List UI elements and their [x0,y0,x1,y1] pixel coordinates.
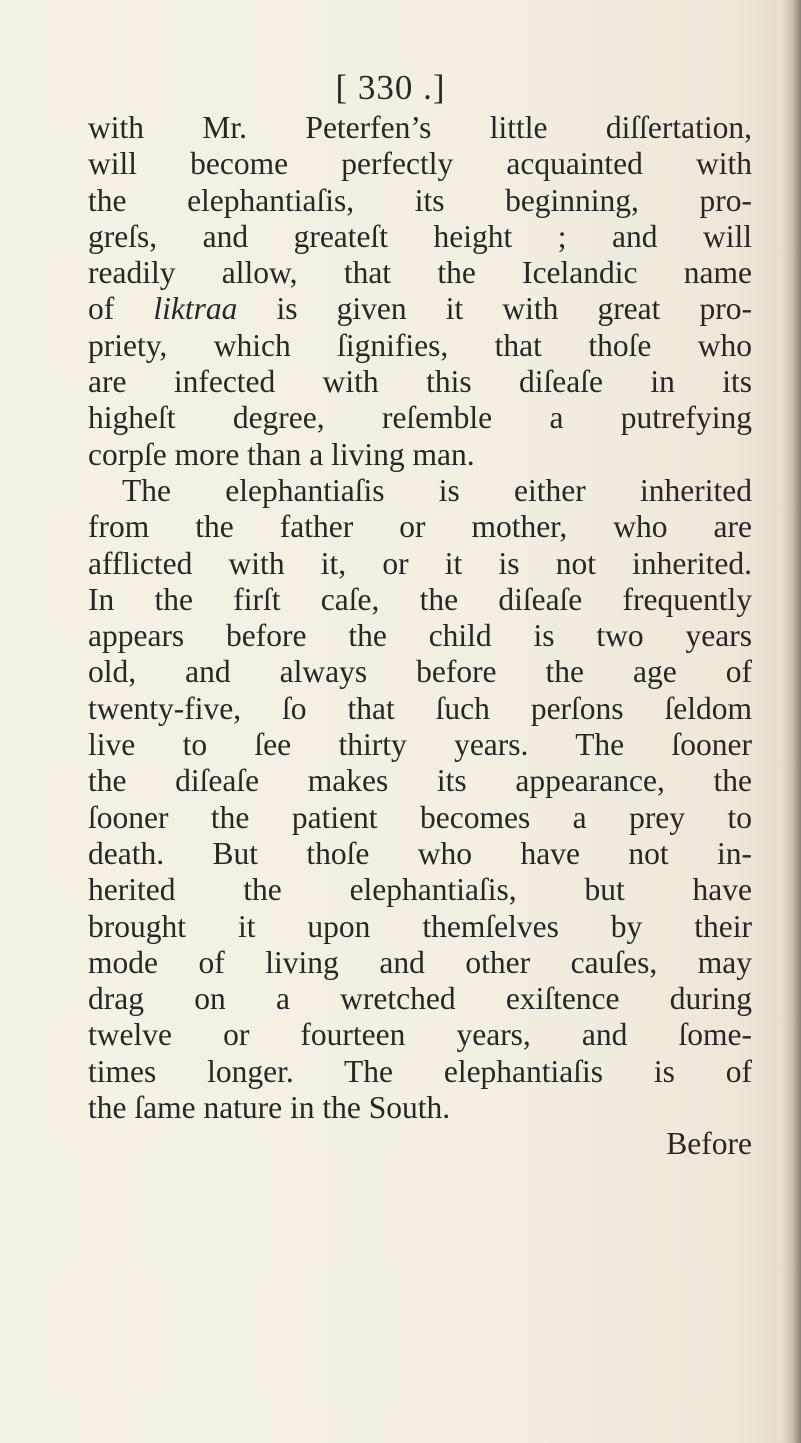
paragraph-start-line: The elephantiaſis is either inherited [122,472,752,508]
text-line: appears before the child is two years [88,618,752,654]
text-line: live to ſee thirty years. The ſooner [88,727,752,763]
text-line: with Mr. Peterfen’s little diſſertation, [88,110,752,145]
text-line: from the father or mother, who are [88,509,752,545]
text-line: ſooner the patient becomes a prey to [88,799,752,835]
page-edge-shadow [783,0,801,1443]
text-line: greſs, and greateſt height ; and will [88,218,752,254]
text-line: the ſame nature in the South. [88,1090,451,1126]
text-line: afflicted with it, or it is not inherited. [88,545,752,581]
catchword: Before [666,1126,752,1162]
text-line-start: of [88,291,154,327]
text-line: old, and always before the age of [88,654,752,690]
body-text [88,110,752,1163]
text-line: the diſeaſe makes its appearance, the [88,763,752,799]
text-line: herited the elephantiaſis, but have [88,872,752,908]
text-line: are infected with this diſeaſe in its [88,364,752,400]
text-line: will become perfectly acquainted with [88,146,752,182]
text-line: drag on a wretched exiſtence during [88,981,752,1017]
text-line: death. But thoſe who have not in- [88,835,752,871]
text-line: twelve or fourteen years, and ſome- [88,1017,752,1053]
text-line [88,291,752,327]
text-line: times longer. The elephantiaſis is of [88,1053,752,1089]
text-line: In the firſt caſe, the diſeaſe frequently [88,581,752,617]
italic-term: liktraa [153,291,238,327]
text-line: readily allow, that the Icelandic name [88,255,752,291]
text-line: twenty-five, ſo that ſuch perſons ſeldom [88,690,752,726]
text-line: higheſt degree, reſemble a putrefying [88,400,752,436]
text-line: priety, which ſignifies, that thoſe who [88,327,752,363]
text-line: corpſe more than a living man. [88,436,475,472]
text-line: the elephantiaſis, its beginning, pro- [88,182,752,218]
text-line: mode of living and other cauſes, may [88,944,752,980]
text-line: brought it upon themſelves by their [88,908,752,944]
text-line-end: is given it with great pro- [237,291,752,327]
page-number: [ 330 .] [335,68,446,107]
